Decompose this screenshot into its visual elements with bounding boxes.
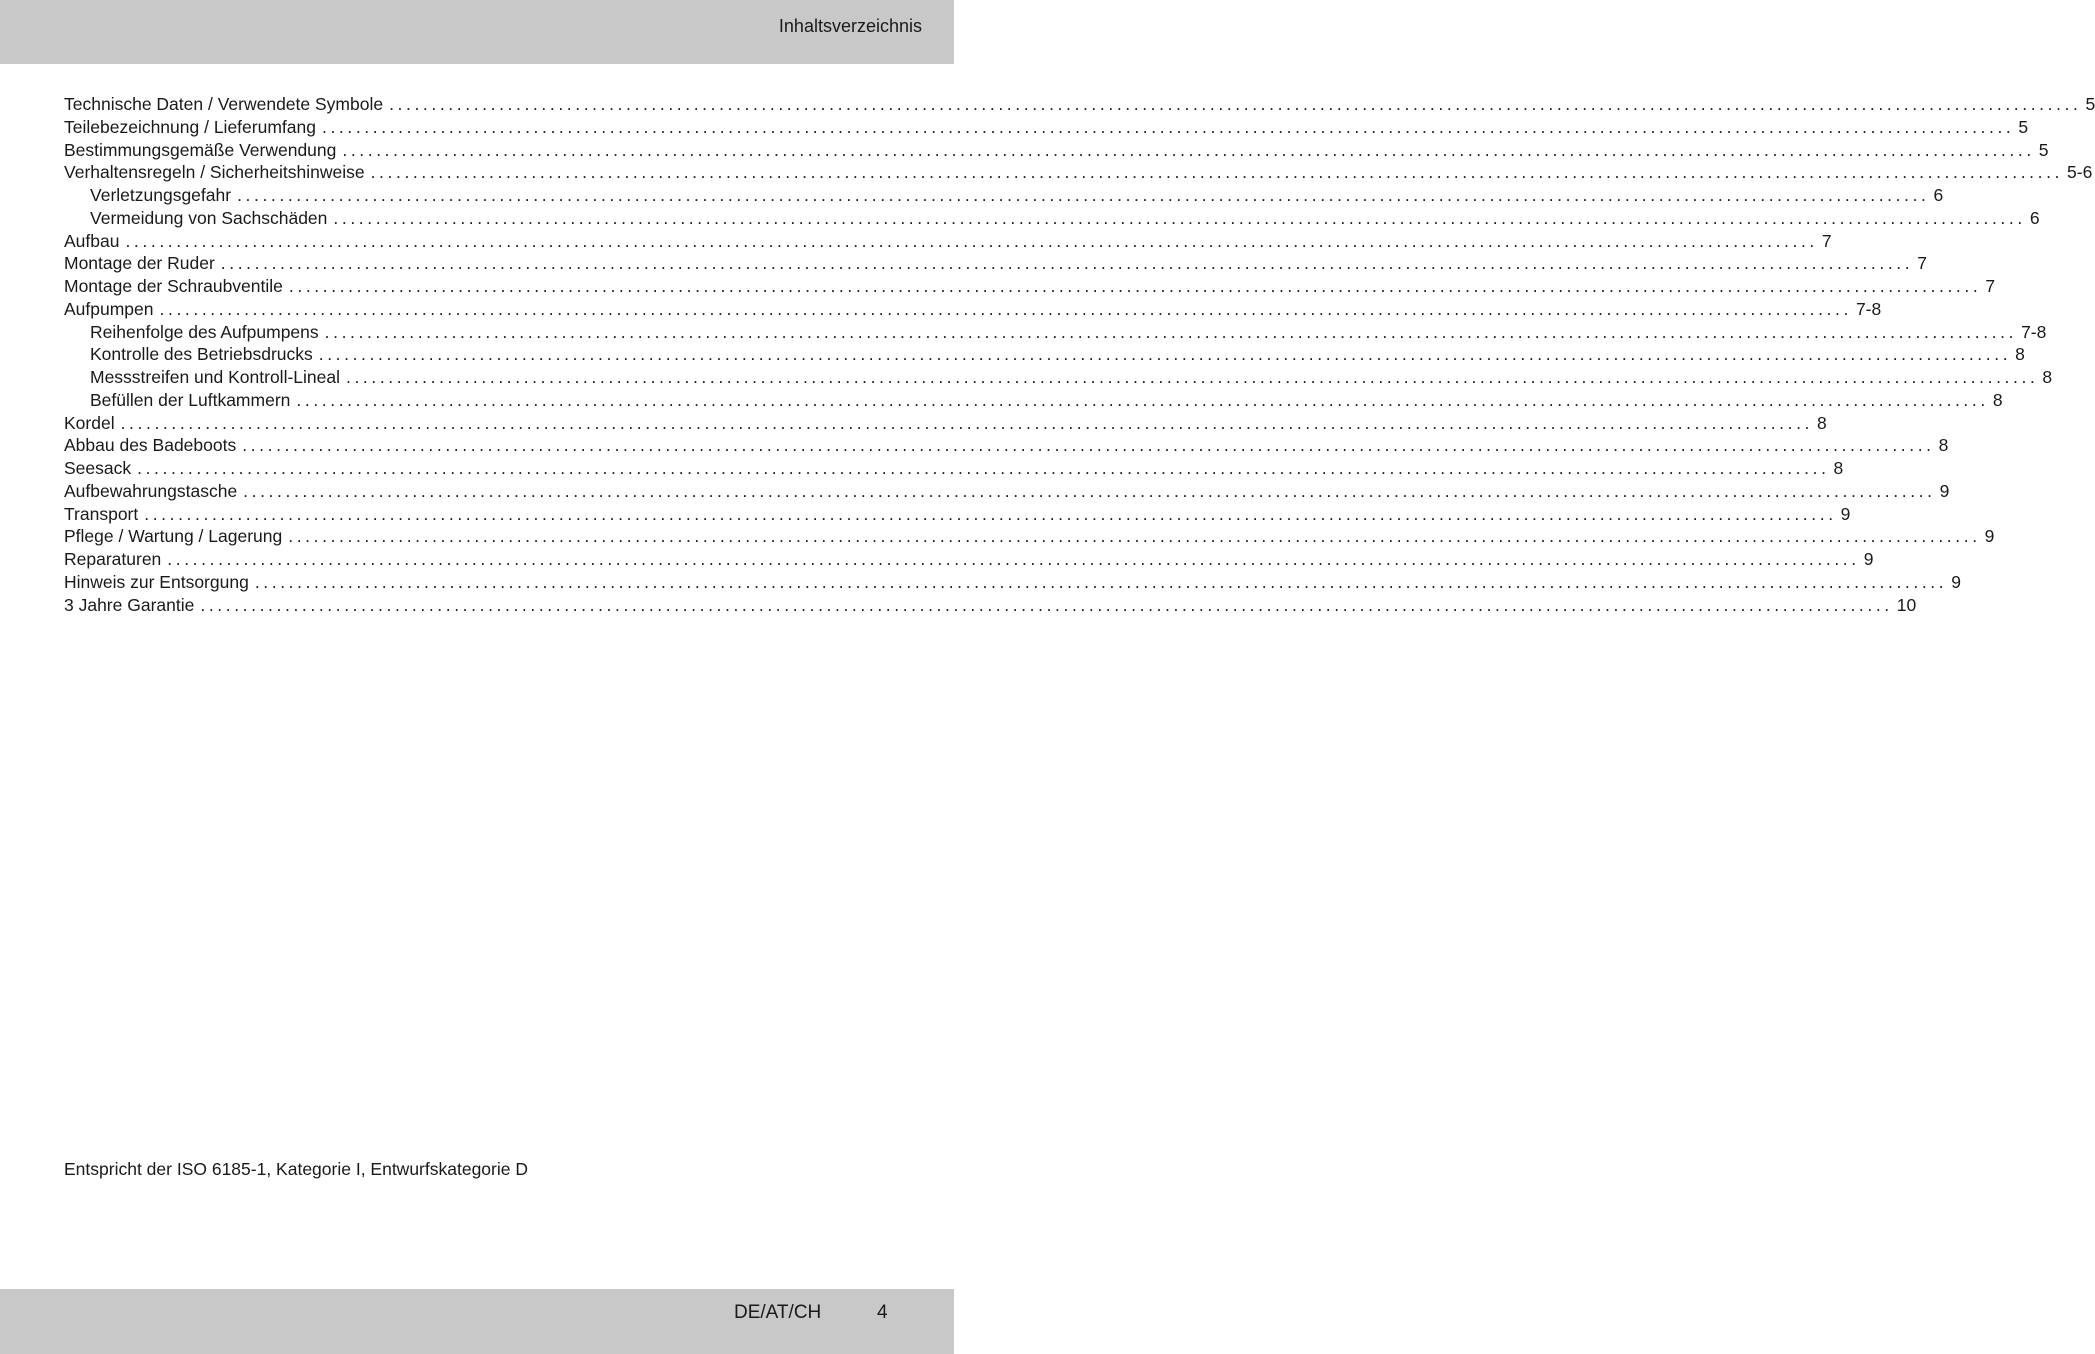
toc-entry-title: Technische Daten / Verwendete Symbole [64, 94, 384, 114]
toc-entry-page: 8 [1992, 389, 2003, 410]
toc-subentry[interactable] [64, 343, 2025, 366]
toc-entry-title: Messstreifen und Kontroll-Lineal [90, 367, 340, 387]
toc-entry[interactable] [64, 298, 1882, 321]
page-number: 4 [877, 1302, 888, 1323]
dot-leader: ........................................................................................................................................................................................................ [243, 480, 1936, 501]
dot-leader: ........................................................................................................................................................................................................ [137, 458, 1830, 478]
toc-entry-title: Montage der Ruder [64, 253, 215, 274]
toc-entry-page: 10 [1896, 594, 1917, 615]
dot-leader: ........................................................................................................................................................................................................ [296, 389, 1989, 410]
toc-entry-title: Seesack [64, 458, 132, 478]
toc-entry-title: Kordel [64, 412, 115, 433]
toc-entry-page: 8 [2015, 344, 2025, 365]
dot-leader: ........................................................................................................................................................................................................ [288, 276, 1982, 296]
toc-entry-title: Bestimmungsgemäße Verwendung [64, 139, 337, 160]
toc-entry-page: 9 [1863, 549, 1874, 569]
dot-leader: ........................................................................................................................................................................................................ [254, 571, 1948, 592]
footer-region-label: DE/AT/CH [734, 1302, 822, 1323]
dot-leader: ........................................................................................................................................................................................................ [237, 185, 1930, 205]
dot-leader: ........................................................................................................................................................................................................ [288, 526, 1981, 547]
toc-entry-title: Teilebezeichnung / Lieferumfang [64, 116, 316, 137]
toc-entry-page: 7 [1917, 253, 1927, 274]
toc-subentry[interactable] [64, 184, 1944, 207]
table-of-contents [64, 93, 2095, 616]
toc-entry-title: Abbau des Badeboots [64, 435, 237, 456]
toc-entry-title: Transport [64, 503, 139, 524]
toc-entry[interactable] [64, 139, 2049, 162]
toc-entry[interactable] [64, 525, 1995, 548]
toc-entry-title: Reparaturen [64, 549, 162, 569]
toc-entry-page: 6 [2029, 207, 2040, 228]
header-band [0, 0, 954, 64]
toc-entry-page: 9 [1840, 503, 1851, 524]
toc-entry-title: 3 Jahre Garantie [64, 594, 195, 615]
toc-entry[interactable] [64, 93, 2095, 116]
toc-entry-page: 7 [1821, 230, 1832, 251]
dot-leader: ........................................................................................................................................................................................................ [125, 230, 1818, 251]
dot-leader: ........................................................................................................................................................................................................ [389, 94, 2082, 114]
toc-entry[interactable] [64, 594, 1917, 617]
toc-entry[interactable] [64, 116, 2029, 139]
toc-entry[interactable] [64, 230, 1832, 253]
toc-entry-title: Pflege / Wartung / Lagerung [64, 526, 283, 547]
toc-entry-page: 9 [1951, 571, 1961, 592]
toc-entry-page: 5 [2038, 139, 2049, 160]
toc-entry[interactable] [64, 548, 1874, 571]
toc-entry-page: 8 [1817, 412, 1827, 433]
dot-leader: ........................................................................................................................................................................................................ [321, 116, 2015, 137]
toc-entry-title: Kontrolle des Betriebsdrucks [90, 344, 313, 365]
toc-entry-page: 7 [1985, 276, 1996, 296]
toc-entry[interactable] [64, 252, 1927, 275]
dot-leader: ........................................................................................................................................................................................................ [200, 594, 1893, 615]
toc-entry[interactable] [64, 275, 1996, 298]
toc-entry-page: 8 [1833, 458, 1844, 478]
toc-entry[interactable] [64, 503, 1851, 526]
toc-entry-page: 5 [2018, 116, 2029, 137]
dot-leader: ........................................................................................................................................................................................................ [324, 321, 2018, 342]
dot-leader: ........................................................................................................................................................................................................ [167, 549, 1860, 569]
dot-leader: ........................................................................................................................................................................................................ [370, 162, 2064, 183]
toc-entry-title: Aufpumpen [64, 298, 154, 319]
toc-subentry[interactable] [64, 366, 2053, 389]
toc-entry-title: Vermeidung von Sachschäden [90, 207, 328, 228]
toc-entry-page: 8 [1938, 435, 1949, 456]
dot-leader: ........................................................................................................................................................................................................ [220, 253, 1914, 274]
toc-entry-page: 5-6 [2067, 162, 2093, 183]
section-title: Inhaltsverzeichnis [778, 16, 922, 36]
toc-entry[interactable] [64, 480, 1950, 503]
toc-entry-title: Montage der Schraubventile [64, 276, 283, 296]
toc-entry[interactable] [64, 571, 1961, 594]
toc-entry-page: 7-8 [1855, 298, 1882, 319]
toc-entry-title: Aufbau [64, 230, 120, 251]
toc-entry-title: Verhaltensregeln / Sicherheitshinweise [64, 162, 365, 183]
toc-subentry[interactable] [64, 207, 2040, 230]
dot-leader: ........................................................................................................................................................................................................ [120, 412, 1814, 433]
dot-leader: ........................................................................................................................................................................................................ [318, 344, 2012, 365]
toc-entry-page: 8 [2042, 367, 2053, 387]
toc-entry-page: 7-8 [2021, 321, 2047, 342]
dot-leader: ........................................................................................................................................................................................................ [346, 367, 2039, 387]
toc-entry[interactable] [64, 412, 1827, 435]
toc-entry-title: Hinweis zur Entsorgung [64, 571, 249, 592]
toc-entry-page: 5 [2085, 94, 2095, 114]
toc-entry-title: Aufbewahrungstasche [64, 480, 238, 501]
toc-entry-title: Verletzungsgefahr [90, 185, 232, 205]
dot-leader: ........................................................................................................................................................................................................ [342, 139, 2035, 160]
dot-leader: ........................................................................................................................................................................................................ [242, 435, 1935, 456]
toc-entry[interactable] [64, 161, 2093, 184]
toc-entry-page: 9 [1984, 526, 1995, 547]
toc-subentry[interactable] [64, 321, 2047, 344]
dot-leader: ........................................................................................................................................................................................................ [159, 298, 1852, 319]
toc-entry[interactable] [64, 457, 1844, 480]
toc-entry-title: Reihenfolge des Aufpumpens [90, 321, 319, 342]
toc-entry-title: Befüllen der Luftkammern [90, 389, 291, 410]
toc-subentry[interactable] [64, 389, 2003, 412]
dot-leader: ........................................................................................................................................................................................................ [333, 207, 2026, 228]
dot-leader: ........................................................................................................................................................................................................ [144, 503, 1837, 524]
compliance-note: Entspricht der ISO 6185-1, Kategorie I, Entwurfskategorie D [64, 1159, 528, 1179]
toc-entry[interactable] [64, 434, 1949, 457]
toc-entry-page: 6 [1933, 185, 1944, 205]
toc-entry-page: 9 [1939, 480, 1950, 501]
